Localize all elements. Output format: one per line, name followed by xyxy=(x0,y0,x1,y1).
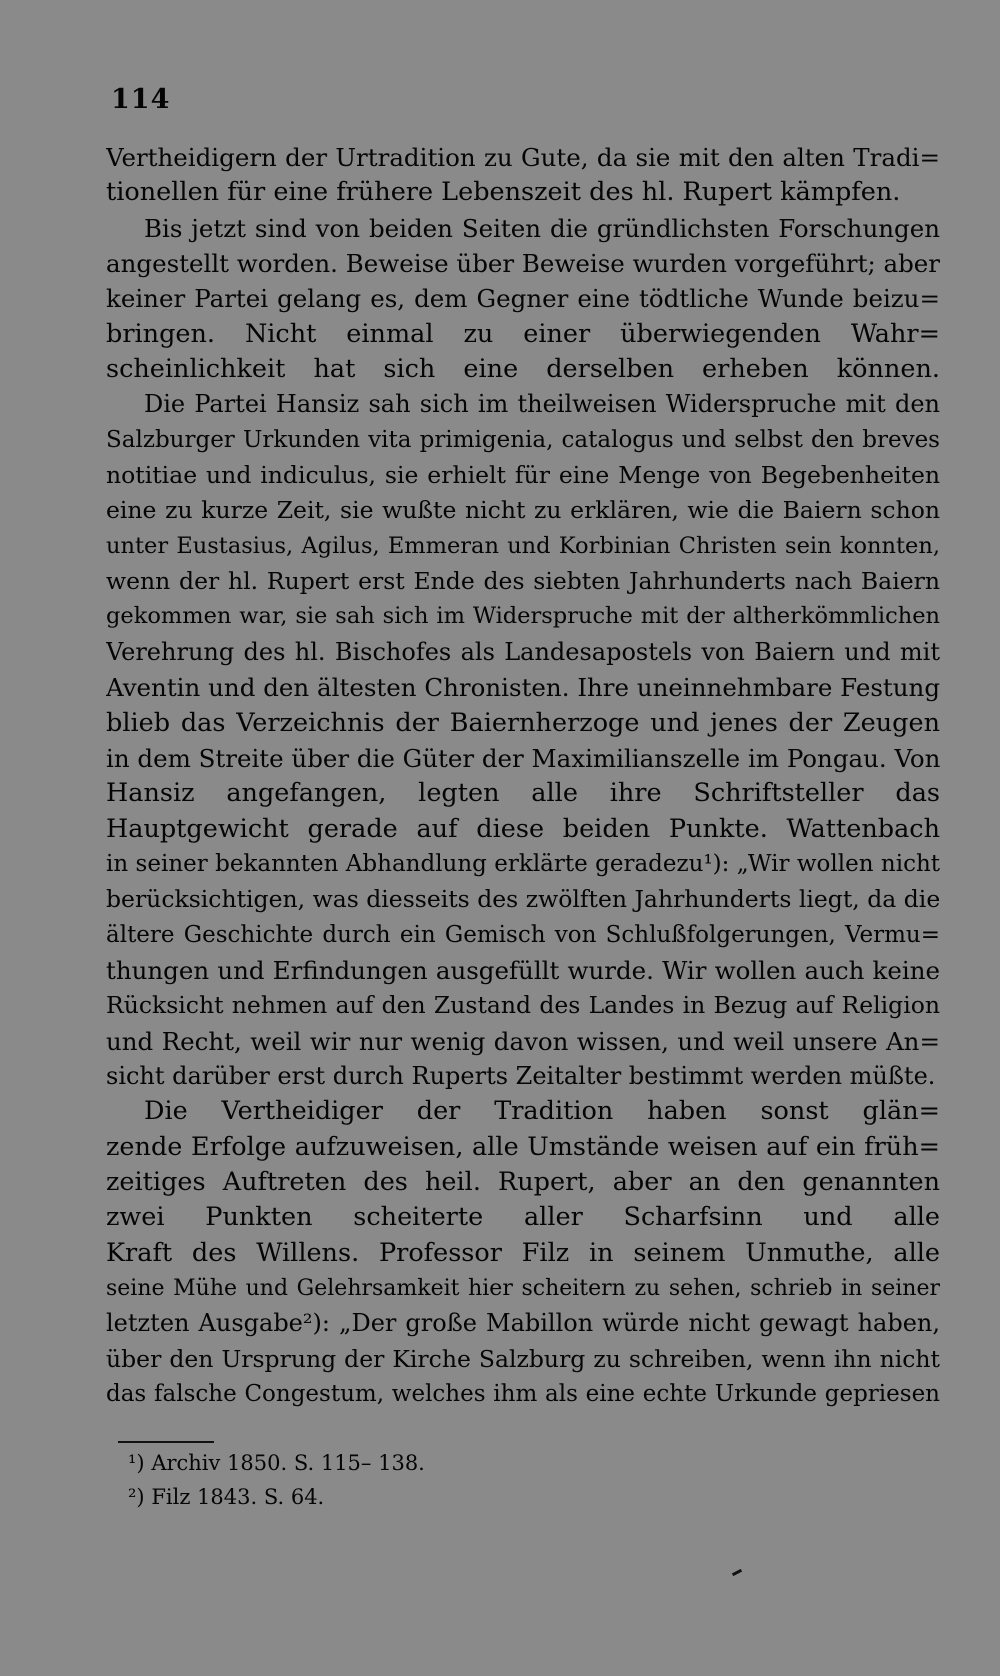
text-line: Aventin und den ältesten Chronisten. Ihre uneinnehmbare Festung xyxy=(106,673,940,703)
text-line: in seiner bekannten Abhandlung erklärte geradezu¹): „Wir wollen nicht xyxy=(106,850,940,877)
text-line: Die Vertheidiger der Tradition haben sonst glän= xyxy=(144,1096,940,1127)
footnote xyxy=(128,1446,728,1480)
footnotes xyxy=(128,1446,728,1514)
page-number: 114 xyxy=(111,84,171,115)
text-line: sicht darüber erst durch Ruperts Zeitalter bestimmt werden müßte. xyxy=(106,1061,936,1090)
text-line: wenn der hl. Rupert erst Ende des siebten Jahrhunderts nach Baiern xyxy=(106,567,940,596)
text-line: tionellen für eine frühere Lebenszeit des hl. Rupert kämpfen. xyxy=(106,177,901,208)
text-line: Verehrung des hl. Bischofes als Landesapostels von Baiern und mit xyxy=(106,637,940,666)
print-speck xyxy=(732,1569,742,1576)
text-line: bringen. Nicht einmal zu einer überwiegenden Wahr= xyxy=(106,318,940,349)
text-line: Vertheidigern der Urtradition zu Gute, da sie mit den alten Tradi= xyxy=(106,143,940,172)
text-line: Bis jetzt sind von beiden Seiten die gründlichsten Forschungen xyxy=(144,213,940,243)
text-line: zwei Punkten scheiterte aller Scharfsinn und alle xyxy=(106,1202,940,1233)
text-line: das falsche Congestum, welches ihm als eine echte Urkunde gepriesen xyxy=(106,1381,940,1408)
text-line: berücksichtigen, was diesseits des zwölften Jahrhunderts liegt, da die xyxy=(106,885,940,914)
text-line: über den Ursprung der Kirche Salzburg zu schreiben, wenn ihn nicht xyxy=(106,1344,940,1373)
footnote-text: Archiv 1850. S. 115– 138. xyxy=(151,1451,425,1475)
text-line: blieb das Verzeichnis der Baiernherzoge und jenes der Zeugen xyxy=(106,707,940,738)
text-line: Kraft des Willens. Professor Filz in seinem Unmuthe, alle xyxy=(106,1237,940,1268)
text-line: seine Mühe und Gelehrsamkeit hier scheitern zu sehen, schrieb in seiner xyxy=(106,1276,940,1301)
text-line: Hauptgewicht gerade auf diese beiden Punkte. Wattenbach xyxy=(106,813,940,844)
text-line: Salzburger Urkunden vita primigenia, catalogus und selbst den breves xyxy=(106,426,940,453)
footnote-mark: ²) xyxy=(128,1485,145,1509)
text-line: in dem Streite über die Güter der Maximilianszelle im Pongau. Von xyxy=(106,743,940,773)
footnote-mark: ¹) xyxy=(128,1451,145,1475)
text-line: keiner Partei gelang es, dem Gegner eine tödtliche Wunde beizu= xyxy=(106,284,940,314)
footnote-text: Filz 1843. S. 64. xyxy=(151,1485,325,1509)
text-line: eine zu kurze Zeit, sie wußte nicht zu erklären, wie die Baiern schon xyxy=(106,496,940,525)
footnote xyxy=(128,1480,728,1514)
text-line: notitiae und indiculus, sie erhielt für eine Menge von Begebenheiten xyxy=(106,461,940,490)
text-line: Hansiz angefangen, legten alle ihre Schriftsteller das xyxy=(106,778,940,809)
body-text xyxy=(106,140,940,1412)
text-line: gekommen war, sie sah sich im Widerspruche mit der altherkömmlichen xyxy=(106,603,940,630)
text-line: zeitiges Auftreten des heil. Rupert, aber an den genannten xyxy=(106,1166,940,1197)
text-line: thungen und Erfindungen ausgefüllt wurde. Wir wollen auch keine xyxy=(106,955,940,985)
text-line: Die Partei Hansiz sah sich im theilweisen Widerspruche mit den xyxy=(144,390,940,419)
text-line: unter Eustasius, Agilus, Emmeran und Korbinian Christen sein konnten, xyxy=(106,532,940,559)
text-line: und Recht, weil wir nur wenig davon wissen, und weil unsere An= xyxy=(106,1026,940,1056)
footnote-divider xyxy=(118,1441,214,1443)
text-line: letzten Ausgabe²): „Der große Mabillon würde nicht gewagt haben, xyxy=(106,1309,940,1338)
text-line: zende Erfolge aufzuweisen, alle Umstände weisen auf ein früh= xyxy=(106,1131,940,1162)
text-line: angestellt worden. Beweise über Beweise wurden vorgeführt; aber xyxy=(106,249,940,279)
text-line: ältere Geschichte durch ein Gemisch von Schlußfolgerungen, Vermu= xyxy=(106,921,940,948)
text-line: Rücksicht nehmen auf den Zustand des Landes in Bezug auf Religion xyxy=(106,991,940,1020)
text-line: scheinlichkeit hat sich eine derselben erheben können. xyxy=(106,354,940,385)
